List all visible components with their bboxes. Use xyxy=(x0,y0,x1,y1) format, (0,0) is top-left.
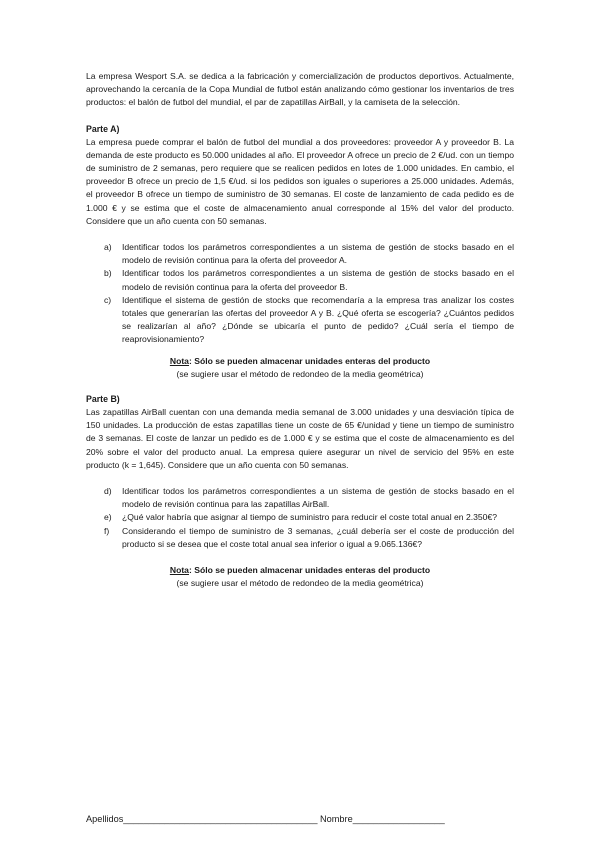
parte-b-heading: Parte B) xyxy=(86,394,120,405)
question-text: Identificar todos los parámetros correspondientes a un sistema de gestión de stocks basado en el modelo de revisión continua para las zapatillas AirBall. xyxy=(122,486,514,510)
question-marker: b) xyxy=(104,268,112,279)
signature-line xyxy=(86,814,445,824)
question-marker: f) xyxy=(104,525,110,536)
parte-a-questions xyxy=(86,241,514,347)
parte-b-questions xyxy=(86,485,514,551)
note-subtext: (se sugiere usar el método de redondeo de la media geométrica) xyxy=(176,368,424,379)
question-marker: e) xyxy=(104,512,112,523)
question-a xyxy=(86,241,514,267)
question-marker: a) xyxy=(104,242,112,253)
question-marker: c) xyxy=(104,294,112,305)
note-text: : Sólo se pueden almacenar unidades enteras del producto xyxy=(188,355,431,366)
question-text: Identificar todos los parámetros correspondientes a un sistema de gestión de stocks basado en el modelo de revisión continua para la oferta del proveedor B. xyxy=(122,268,514,292)
question-text: Identifique el sistema de gestión de stocks que recomendaría a la empresa tras analizar los costes totales que generarían las ofertas del proveedor A y B. ¿Qué oferta se escogería? ¿Cuántos pedidos se realizarían al año? ¿Dónde se ubicaría el punto de pedido? ¿Cuál sería el tiempo de reaprovisionamiento? xyxy=(122,294,514,345)
parte-a-heading: Parte A) xyxy=(86,123,120,134)
question-e xyxy=(86,511,514,524)
nombre-label: Nombre xyxy=(320,814,353,824)
apellidos-label: Apellidos xyxy=(86,814,124,824)
question-text: Identificar todos los parámetros correspondientes a un sistema de gestión de stocks basado en el modelo de revisión continua para la oferta del proveedor A. xyxy=(122,242,514,266)
question-text: Considerando el tiempo de suministro de 3 semanas, ¿cuál debería ser el coste de producción del producto si se desea que el coste total anual sea inferior o igual a 9.065.136€? xyxy=(122,525,514,549)
note-label: Nota xyxy=(169,565,189,576)
intro-paragraph: La empresa Wesport S.A. se dedica a la fabricación y comercialización de productos deportivos. Actualmente, aprovechando la cercanía de la Copa Mundial de futbol están analizando cómo gestionar los inventarios de tres productos: el balón de futbol del mundial, el par de zapatillas AirBall, y la camiseta de la selección. xyxy=(86,71,514,108)
parte-b-note xyxy=(86,564,514,590)
note-label: Nota xyxy=(169,355,189,366)
nombre-field[interactable]: __________________ xyxy=(352,814,445,824)
apellidos-field[interactable]: ______________________________________ xyxy=(123,814,318,824)
question-f xyxy=(86,525,514,551)
note-subtext: (se sugiere usar el método de redondeo de la media geométrica) xyxy=(176,578,424,589)
parte-a-note xyxy=(86,355,514,381)
question-c xyxy=(86,294,514,347)
question-b xyxy=(86,267,514,293)
parte-a-body: La empresa puede comprar el balón de futbol del mundial a dos proveedores: proveedor A y proveedor B. La demanda de este producto es 50.000 unidades al año. El proveedor A ofrece un precio de 2 €/ud. con un tiempo de suministro de 2 semanas, pero requiere que se realicen pedidos en lotes de 1.000 unidades. En cambio, el proveedor B ofrece un precio de 1,5 €/ud. si los pedidos son iguales o superiores a 25.000 unidades. Además, el proveedor B ofrece un tiempo de suministro de 30 semanas. El coste de lanzamiento de cada pedido es de 1.000 € y se estima que el coste de almacenamiento anual corresponde al 15% del valor del producto. Considere que un año cuenta con 50 semanas. xyxy=(86,136,514,226)
note-text: : Sólo se pueden almacenar unidades enteras del producto xyxy=(188,565,431,576)
parte-b-body: Las zapatillas AirBall cuentan con una demanda media semanal de 3.000 unidades y una desviación típica de 150 unidades. La producción de estas zapatillas tiene un coste de 65 €/unidad y tiene un tiempo de suministro de 3 semanas. El coste de lanzar un pedido es de 1.000 € y se estima que el coste de almacenamiento es del 20% sobre el valor del producto anual. La empresa quiere asegurar un nivel de servicio del 95% en este producto (k = 1,645). Considere que un año cuenta con 50 semanas. xyxy=(86,407,514,470)
question-d xyxy=(86,485,514,511)
exam-page xyxy=(86,70,514,591)
question-text: ¿Qué valor habría que asignar al tiempo de suministro para reducir el coste total anual en 2.350€? xyxy=(122,512,498,523)
question-marker: d) xyxy=(104,486,112,497)
